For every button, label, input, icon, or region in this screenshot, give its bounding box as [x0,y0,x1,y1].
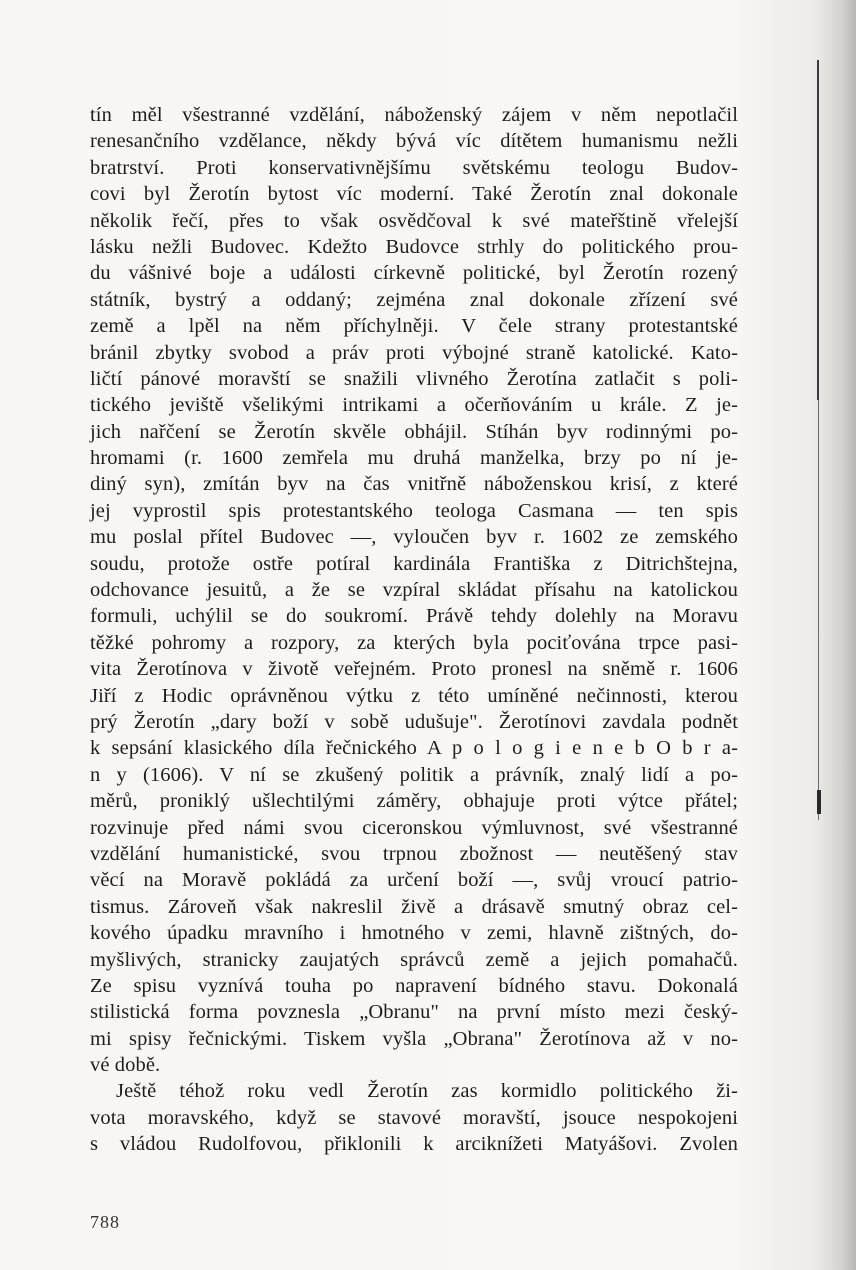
body-text [90,102,738,1158]
text-line: jej vyprostil spis protestantského teologa Casmana — ten spis [90,499,738,522]
text-line: myšlivých, stranicky zaujatých správců země a jejich pomahačů. [90,948,738,971]
text-line: diný syn), zmítán byv na čas vnitřně náboženskou krisí, z které [90,473,738,496]
text-line: tického jeviště všelikými intrikami a očerňováním u krále. Z je- [90,394,738,417]
text-line: k sepsání klasického díla řečnického A p o l o g i e n e b O b r a- [90,737,738,760]
page-edge-line [817,60,819,400]
text-line: země a lpěl na něm příchylněji. V čele strany protestantské [90,315,738,338]
text-line: hromami (r. 1600 zemřela mu druhá manželka, brzy po ní je- [90,447,738,470]
text-line: du vášnivé boje a události církevně politické, byl Žerotín rozený [90,262,738,285]
text-line: bránil zbytky svobod a práv proti výbojné straně katolické. Kato- [90,341,738,364]
text-line: n y (1606). V ní se zkušený politik a právník, znalý lidí a po- [90,763,738,786]
text-line: věcí na Moravě pokládá za určení boží —, svůj vroucí patrio- [90,869,738,892]
text-line: renesančního vzdělance, někdy bývá víc dítětem humanismu nežli [90,130,738,153]
text-line: odchovance jesuitů, a že se vzpíral skládat přísahu na katolickou [90,579,738,602]
text-line: vé době. [90,1054,161,1077]
text-line: stilistická forma povznesla „Obranu" na první místo mezi český- [90,1001,738,1024]
text-line: covi byl Žerotín bytost víc moderní. Také Žerotín znal dokonale [90,183,738,206]
text-line: mi spisy řečnickými. Tiskem vyšla „Obrana" Žerotínova až v no- [90,1027,738,1050]
text-line: bratrství. Proti konservativnějšímu světskému teologu Budov- [90,156,738,179]
text-line-paragraph-start: Ještě téhož roku vedl Žerotín zas kormidlo politického ži- [116,1080,738,1103]
text-line: formuli, uchýlil se do soukromí. Právě tehdy dolehly na Moravu [90,605,738,628]
page-edge-mark [817,790,821,814]
text-line: vzdělání humanistické, svou trpnou zbožnost — neutěšený stav [90,842,738,865]
text-line: mu poslal přítel Budovec —, vyloučen byv r. 1602 ze zemského [90,526,738,549]
text-line: kového úpadku mravního i hmotného v zemi, hlavně zištných, do- [90,922,738,945]
text-line: měrů, proniklý ušlechtilými záměry, obhajuje proti výtce přátel; [90,790,738,813]
text-line: rozvinuje před námi svou ciceronskou výmluvnost, své všestranné [90,816,738,839]
text-line: vita Žerotínova v životě veřejném. Proto pronesl na sněmě r. 1606 [90,658,738,681]
page-edge-line-lower [818,400,819,820]
text-line: Jiří z Hodic oprávněnou výtku z této umíněné nečinnosti, kterou [90,684,738,707]
text-line: několik řečí, přes to však osvědčoval k své mateřštině vřelejší [90,209,738,232]
text-line: lásku nežli Budovec. Kdežto Budovce strhly do politického prou- [90,235,738,258]
text-line: tismus. Zároveň však nakreslil živě a drásavě smutný obraz cel- [90,895,738,918]
text-line: jich nařčení se Žerotín skvěle obhájil. Stíhán byv rodinnými po- [90,420,738,443]
text-line: tín měl všestranné vzdělání, náboženský zájem v něm nepotlačil [90,104,738,126]
text-line: vota moravského, když se stavové moravští, jsouce nespokojeni [90,1106,738,1129]
text-line: s vládou Rudolfovou, přiklonili k arciknížeti Matyášovi. Zvolen [90,1133,738,1156]
page-edge-shadow [816,0,856,1270]
text-line: státník, bystrý a oddaný; zejména znal dokonale zřízení své [90,288,738,311]
text-line: prý Žerotín „dary boží v sobě udušuje". Žerotínovi zavdala podnět [90,710,738,733]
text-line: těžké pohromy a rozpory, za kterých byla pociťována trpce pasi- [90,631,738,654]
text-line: Ze spisu vyznívá touha po napravení bídného stavu. Dokonalá [90,974,738,997]
page-number: 788 [90,1212,120,1232]
text-line: ličtí pánové moravští se snažili vlivného Žerotína zatlačit s poli- [90,367,738,390]
text-line: soudu, protože ostře potíral kardinála Františka z Ditrichštejna, [90,552,738,575]
